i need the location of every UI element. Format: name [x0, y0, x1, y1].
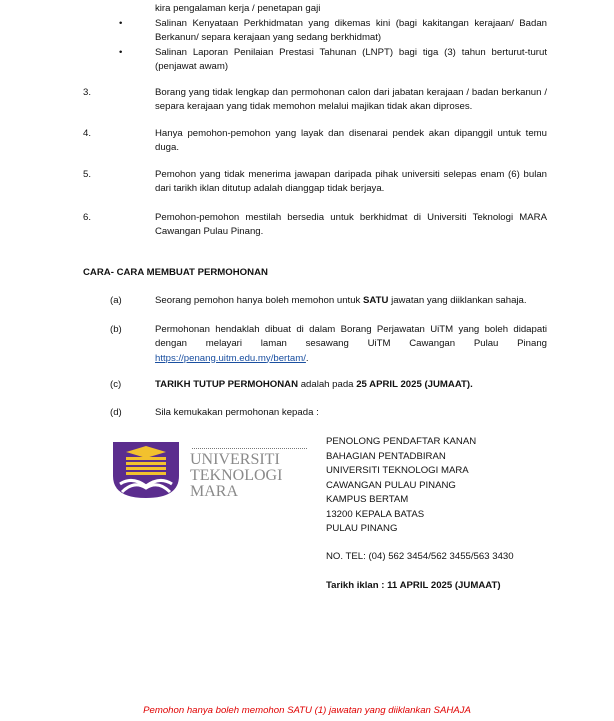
item-b-text: Permohonan hendaklah dibuat di dalam Borang Perjawatan UiTM yang boleh didapati dengan melayari laman sesawang UiTM Cawangan Pulau Pinang: [155, 323, 547, 349]
numbered-row: [83, 86, 547, 115]
contact-details: [326, 435, 514, 594]
numbered-row: [83, 211, 547, 240]
bullet-icon: •: [119, 46, 123, 58]
application-link[interactable]: https://penang.uitm.edu.my/bertam/: [155, 352, 306, 364]
address-line: UNIVERSITI TEKNOLOGI MARA: [326, 465, 469, 476]
uitm-crest-icon: [112, 440, 182, 500]
closing-date: 25 APRIL 2025 (JUMAAT).: [356, 379, 473, 390]
item-number: 6.: [83, 211, 92, 223]
footer-notice: Pemohon hanya boleh memohon SATU (1) jawatan yang diiklankan SAHAJA: [143, 705, 471, 716]
item-a: [155, 294, 547, 309]
item-a-bold: SATU: [363, 295, 389, 306]
address-line: KAMPUS BERTAM: [326, 494, 409, 505]
document-body: [83, 2, 547, 594]
numbered-item: Pemohon yang tidak menerima jawapan daripada pihak universiti selepas enam (6) bulan dari tarikh iklan ditutup adalah dianggap tidak berjaya.: [155, 168, 547, 194]
section-heading: CARA- CARA MEMBUAT PERMOHONAN: [83, 266, 268, 278]
item-letter: (d): [110, 406, 122, 418]
address-line: PENOLONG PENDAFTAR KANAN: [326, 436, 477, 447]
lettered-row: [83, 378, 547, 393]
item-a-text: Seorang pemohon hanya boleh memohon untuk: [155, 295, 364, 306]
logo-line: UNIVERSITI: [190, 451, 280, 468]
numbered-row: [83, 168, 547, 197]
bullet-item: Salinan Kenyataan Perkhidmatan yang dikemas kini (bagi kakitangan kerajaan/ Badan Berkanun/ separa kerajaan yang sedang berkhidmat): [155, 17, 547, 43]
item-number: 4.: [83, 127, 92, 139]
item-a-text-end: jawatan yang diiklankan sahaja.: [388, 295, 527, 306]
item-c: [155, 378, 547, 393]
item-letter: (c): [110, 379, 122, 390]
address-line: BAHAGIAN PENTADBIRAN: [326, 450, 446, 462]
jawi-script: [192, 440, 307, 449]
bullet-item: Salinan Laporan Penilaian Prestasi Tahunan (LNPT) bagi tiga (3) tahun berturut-turut (penjawat awam): [155, 46, 547, 72]
item-c-text: adalah pada: [298, 379, 357, 390]
address-line: PULAU PINANG: [326, 523, 398, 534]
logo-wordmark: [190, 452, 282, 500]
bullet-row: [83, 46, 547, 75]
item-number: 5.: [83, 168, 92, 180]
item-number: 3.: [83, 86, 92, 98]
continuation-line: kira pengalaman kerja / penetapan gaji: [155, 3, 321, 14]
numbered-item: Borang yang tidak lengkap dan permohonan calon dari jabatan kerajaan / badan berkanun / separa kerajaan yang tidak memohon melalui majikan tidak akan diproses.: [155, 86, 547, 112]
telephone: NO. TEL: (04) 562 3454/562 3455/563 3430: [326, 550, 514, 562]
item-b: [155, 323, 547, 367]
continuation-row: [83, 2, 547, 17]
bullet-icon: •: [119, 17, 123, 29]
item-letter: (a): [110, 295, 122, 306]
numbered-item: Hanya pemohon-pemohon yang layak dan disenarai pendek akan dipanggil untuk temu duga.: [155, 127, 547, 153]
address-line: 13200 KEPALA BATAS: [326, 508, 425, 520]
item-d: Sila kemukakan permohonan kepada :: [155, 406, 319, 418]
logo-line: MARA: [190, 483, 239, 500]
lettered-row: [83, 406, 547, 421]
address-line: CAWANGAN PULAU PINANG: [326, 479, 456, 491]
lettered-row: [83, 294, 547, 309]
numbered-item: Pemohon-pemohon mestilah bersedia untuk berkhidmat di Universiti Teknologi MARA Cawangan Pulau Pinang.: [155, 211, 547, 237]
ad-date: Tarikh iklan : 11 APRIL 2025 (JUMAAT): [326, 580, 501, 591]
address-block: [326, 435, 514, 537]
item-letter: (b): [110, 323, 122, 335]
logo-line: TEKNOLOGI: [190, 467, 283, 484]
bullet-row: [83, 17, 547, 46]
closing-label: TARIKH TUTUP PERMOHONAN: [155, 379, 299, 390]
numbered-row: [83, 127, 547, 156]
lettered-row: [83, 323, 547, 367]
uitm-logo: [112, 440, 326, 504]
contact-block: [112, 435, 547, 594]
item-b-period: .: [305, 352, 309, 364]
